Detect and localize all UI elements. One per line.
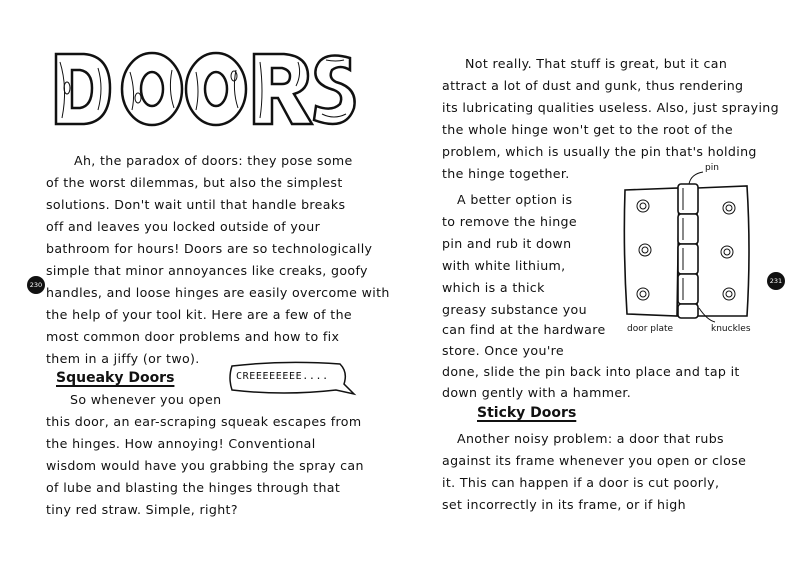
- text-line: off and leaves you locked outside of your: [46, 219, 321, 234]
- text-line: A better option is: [457, 192, 573, 207]
- text-line: Another noisy problem: a door that rubs: [457, 431, 724, 446]
- text-line: which is a thick: [442, 280, 545, 295]
- text-line: the whole hinge won't get to the root of the: [442, 122, 733, 137]
- text-line: greasy substance you: [442, 302, 587, 317]
- text-line: Ah, the paradox of doors: they pose some: [74, 153, 353, 168]
- right-page: [405, 0, 810, 565]
- text-line: attract a lot of dust and gunk, thus rendering: [442, 78, 744, 93]
- text-line: this door, an ear-scraping squeak escapes from: [46, 414, 362, 429]
- text-line: problem, which is usually the pin that's holding: [442, 144, 757, 159]
- text-line: against its frame whenever you open or close: [442, 453, 747, 468]
- text-line: its lubricating qualities useless. Also, just spraying: [442, 100, 779, 115]
- text-line: can find at the hardware: [442, 322, 606, 337]
- section-heading: Squeaky Doors: [56, 370, 175, 386]
- bubble-text: CREEEEEEEE....: [236, 371, 329, 382]
- text-line: tiny red straw. Simple, right?: [46, 502, 238, 517]
- text-line: solutions. Don't wait until that handle breaks: [46, 197, 346, 212]
- page-number: 231: [767, 272, 785, 290]
- text-line: it. This can happen if a door is cut poorly,: [442, 475, 720, 490]
- text-line: set incorrectly in its frame, or if high: [442, 497, 686, 512]
- knuckles-label: knuckles: [711, 324, 751, 334]
- text-line: with white lithium,: [442, 258, 566, 273]
- text-line: of lube and blasting the hinges through that: [46, 480, 341, 495]
- text-line: bathroom for hours! Doors are so technologically: [46, 241, 373, 256]
- text-line: the hinge together.: [442, 166, 570, 181]
- text-line: handles, and loose hinges are easily overcome with: [46, 285, 390, 300]
- text-line: pin and rub it down: [442, 236, 572, 251]
- text-line: done, slide the pin back into place and tap it: [442, 364, 740, 379]
- page-number: 230: [27, 276, 45, 294]
- text-line: down gently with a hammer.: [442, 385, 632, 400]
- hinge-illustration: [617, 170, 767, 330]
- text-line: to remove the hinge: [442, 214, 577, 229]
- pin-label: pin: [705, 163, 719, 173]
- text-line: the help of your tool kit. Here are a few of the: [46, 307, 353, 322]
- section-heading: Sticky Doors: [477, 405, 577, 421]
- text-line: them in a jiffy (or two).: [46, 351, 200, 366]
- text-line: So whenever you open: [70, 392, 222, 407]
- door-plate-label: door plate: [627, 324, 674, 334]
- text-line: most common door problems and how to fix: [46, 329, 340, 344]
- doors-title-art: [50, 48, 360, 130]
- text-line: simple that minor annoyances like creaks, goofy: [46, 263, 368, 278]
- text-line: of the worst dilemmas, but also the simplest: [46, 175, 343, 190]
- text-line: wisdom would have you grabbing the spray can: [46, 458, 364, 473]
- text-line: the hinges. How annoying! Conventional: [46, 436, 316, 451]
- text-line: store. Once you're: [442, 343, 564, 358]
- text-line: Not really. That stuff is great, but it can: [465, 56, 728, 71]
